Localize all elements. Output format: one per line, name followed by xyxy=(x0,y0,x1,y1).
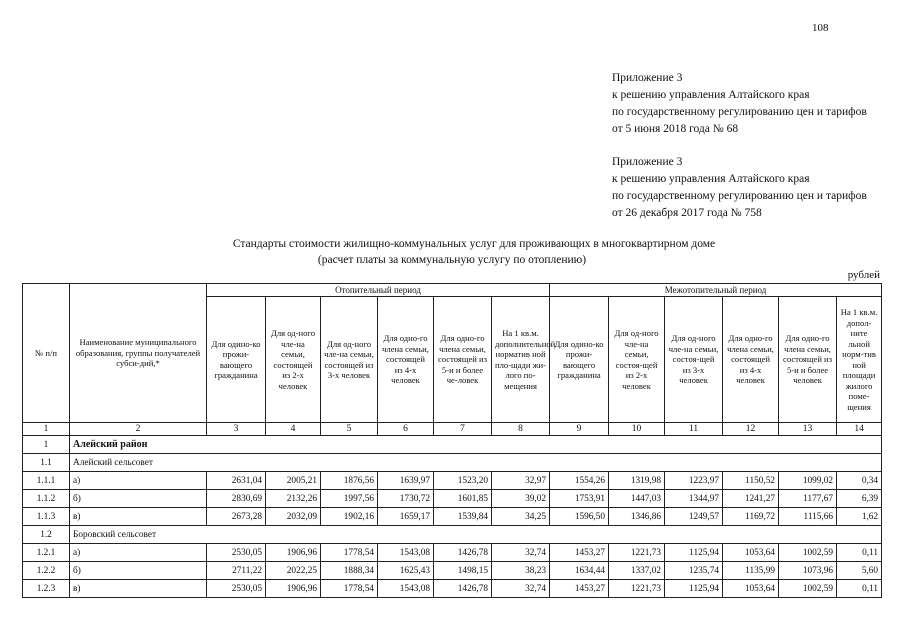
header-non-heating-col: Для од-ного чле-на семьи, состоя-щей из 3-х человек xyxy=(665,297,723,423)
value-cell: 1906,96 xyxy=(266,580,321,598)
table-row xyxy=(23,580,882,598)
value-cell: 1241,27 xyxy=(723,490,779,508)
value-cell: 1221,73 xyxy=(609,580,665,598)
row-code: 1.1.1 xyxy=(23,472,70,490)
row-code: 1.2.3 xyxy=(23,580,70,598)
value-cell: 2830,69 xyxy=(207,490,266,508)
value-cell: 1053,64 xyxy=(723,544,779,562)
value-cell: 1778,54 xyxy=(321,544,378,562)
value-cell: 1346,86 xyxy=(609,508,665,526)
value-cell: 1639,97 xyxy=(378,472,434,490)
appendix-line: Приложение 3 xyxy=(612,156,683,168)
header-non-heating-col: Для од-ного чле-на семьи, состоя-щей из 2-х человек xyxy=(609,297,665,423)
value-cell: 1601,85 xyxy=(434,490,492,508)
value-cell: 1778,54 xyxy=(321,580,378,598)
table-row xyxy=(23,490,882,508)
header-non-heating-col: Для одно-го члена семьи, состоящей из 4-х человек xyxy=(723,297,779,423)
table-row xyxy=(23,526,882,544)
appendix-line: от 5 июня 2018 года № 68 xyxy=(612,123,739,135)
value-cell: 1221,73 xyxy=(609,544,665,562)
appendix-line: к решению управления Алтайского края xyxy=(612,89,810,101)
column-number: 1 xyxy=(23,423,70,436)
value-cell: 1053,64 xyxy=(723,580,779,598)
value-cell: 1319,98 xyxy=(609,472,665,490)
value-cell: 34,25 xyxy=(492,508,550,526)
value-cell: 1997,56 xyxy=(321,490,378,508)
header-non-heating-period: Межотопительный период xyxy=(550,284,882,297)
row-code: 1.1 xyxy=(23,454,70,472)
appendix-block-2018 xyxy=(612,70,867,138)
row-code: 1.1.2 xyxy=(23,490,70,508)
value-cell: 1426,78 xyxy=(434,544,492,562)
value-cell: 2132,26 xyxy=(266,490,321,508)
value-cell: 0,11 xyxy=(837,544,882,562)
value-cell: 32,74 xyxy=(492,580,550,598)
value-cell: 1115,66 xyxy=(779,508,837,526)
row-name: а) xyxy=(70,472,207,490)
value-cell: 1902,16 xyxy=(321,508,378,526)
column-number: 6 xyxy=(378,423,434,436)
value-cell: 2022,25 xyxy=(266,562,321,580)
value-cell: 1659,17 xyxy=(378,508,434,526)
table-body xyxy=(23,436,882,598)
table-row xyxy=(23,454,882,472)
value-cell: 5,60 xyxy=(837,562,882,580)
value-cell: 0,11 xyxy=(837,580,882,598)
header-heating-col: Для одино-ко прожи-вающего гражданина xyxy=(207,297,266,423)
header-heating-col: На 1 кв.м. дополнительной норматив ной пло-щади жи-лого по-мещения xyxy=(492,297,550,423)
document-subtitle: (расчет платы за коммунальную услугу по отоплению) xyxy=(317,254,587,266)
row-name: Боровский сельсовет xyxy=(70,526,882,544)
value-cell: 1426,78 xyxy=(434,580,492,598)
table-row xyxy=(23,544,882,562)
value-cell: 1876,56 xyxy=(321,472,378,490)
header-non-heating-col: Для одино-ко прожи-вающего гражданина xyxy=(550,297,609,423)
header-heating-col: Для од-ного чле-на семьи, состоящей из 2-х человек xyxy=(266,297,321,423)
appendix-line: от 26 декабря 2017 года № 758 xyxy=(612,207,762,219)
column-number: 11 xyxy=(665,423,723,436)
heating-cost-table xyxy=(22,283,882,598)
value-cell: 1177,67 xyxy=(779,490,837,508)
row-name: в) xyxy=(70,580,207,598)
value-cell: 1447,03 xyxy=(609,490,665,508)
value-cell: 39,02 xyxy=(492,490,550,508)
appendix-line: Приложение 3 xyxy=(612,72,683,84)
row-code: 1.2 xyxy=(23,526,70,544)
row-name: б) xyxy=(70,490,207,508)
value-cell: 1223,97 xyxy=(665,472,723,490)
value-cell: 1,62 xyxy=(837,508,882,526)
value-cell: 1249,57 xyxy=(665,508,723,526)
column-number: 3 xyxy=(207,423,266,436)
header-heating-col: Для одно-го члена семьи, состоящей из 5-и и более че-ловек xyxy=(434,297,492,423)
value-cell: 32,97 xyxy=(492,472,550,490)
row-name: Алейский сельсовет xyxy=(70,454,882,472)
value-cell: 1498,15 xyxy=(434,562,492,580)
value-cell: 0,34 xyxy=(837,472,882,490)
value-cell: 1523,20 xyxy=(434,472,492,490)
table-row xyxy=(23,472,882,490)
page-number: 108 xyxy=(812,22,829,34)
row-code: 1 xyxy=(23,436,70,454)
value-cell: 1344,97 xyxy=(665,490,723,508)
value-cell: 1169,72 xyxy=(723,508,779,526)
value-cell: 1753,91 xyxy=(550,490,609,508)
value-cell: 1453,27 xyxy=(550,544,609,562)
value-cell: 1002,59 xyxy=(779,580,837,598)
value-cell: 1543,08 xyxy=(378,580,434,598)
value-cell: 1337,02 xyxy=(609,562,665,580)
column-number: 8 xyxy=(492,423,550,436)
value-cell: 2032,09 xyxy=(266,508,321,526)
value-cell: 1073,96 xyxy=(779,562,837,580)
table-row xyxy=(23,436,882,454)
appendix-line: по государственному регулированию цен и тарифов xyxy=(612,190,867,202)
value-cell: 1539,84 xyxy=(434,508,492,526)
appendix-line: по государственному регулированию цен и тарифов xyxy=(612,106,867,118)
header-heating-col: Для одно-го члена семьи, состоящей из 4-х человек xyxy=(378,297,434,423)
header-non-heating-col: Для одно-го члена семьи, состоящей из 5-и и более человек xyxy=(779,297,837,423)
value-cell: 1453,27 xyxy=(550,580,609,598)
column-number: 4 xyxy=(266,423,321,436)
value-cell: 1906,96 xyxy=(266,544,321,562)
value-cell: 2673,28 xyxy=(207,508,266,526)
header-name: Наименование муниципального образования, группы получателей субси-дий,* xyxy=(70,284,207,423)
row-code: 1.2.1 xyxy=(23,544,70,562)
header-num: № п/п xyxy=(23,284,70,423)
value-cell: 1625,43 xyxy=(378,562,434,580)
row-name: Алейский район xyxy=(70,436,882,454)
header-heating-period: Отопительный период xyxy=(207,284,550,297)
value-cell: 2711,22 xyxy=(207,562,266,580)
row-name: б) xyxy=(70,562,207,580)
column-number: 7 xyxy=(434,423,492,436)
column-number-row xyxy=(23,423,882,436)
value-cell: 32,74 xyxy=(492,544,550,562)
row-name: в) xyxy=(70,508,207,526)
column-number: 10 xyxy=(609,423,665,436)
appendix-line: к решению управления Алтайского края xyxy=(612,173,810,185)
header-non-heating-col: На 1 кв.м. допол-ните льной норм-тив ной площади жилого поме-щения xyxy=(837,297,882,423)
header-heating-col: Для од-ного чле-на семьи, состоящей из 3-х человек xyxy=(321,297,378,423)
value-cell: 1888,34 xyxy=(321,562,378,580)
value-cell: 1150,52 xyxy=(723,472,779,490)
row-name: а) xyxy=(70,544,207,562)
document-title: Стандарты стоимости жилищно-коммунальных услуг для проживающих в многоквартирном доме xyxy=(232,238,716,250)
row-code: 1.1.3 xyxy=(23,508,70,526)
value-cell: 2005,21 xyxy=(266,472,321,490)
value-cell: 1235,74 xyxy=(665,562,723,580)
value-cell: 2631,04 xyxy=(207,472,266,490)
value-cell: 1596,50 xyxy=(550,508,609,526)
column-number: 2 xyxy=(70,423,207,436)
value-cell: 1554,26 xyxy=(550,472,609,490)
value-cell: 1125,94 xyxy=(665,580,723,598)
value-cell: 1125,94 xyxy=(665,544,723,562)
value-cell: 2530,05 xyxy=(207,580,266,598)
value-cell: 1730,72 xyxy=(378,490,434,508)
value-cell: 2530,05 xyxy=(207,544,266,562)
column-number: 14 xyxy=(837,423,882,436)
value-cell: 1634,44 xyxy=(550,562,609,580)
column-number: 13 xyxy=(779,423,837,436)
value-cell: 1135,99 xyxy=(723,562,779,580)
table-row xyxy=(23,508,882,526)
value-cell: 1543,08 xyxy=(378,544,434,562)
column-number: 12 xyxy=(723,423,779,436)
currency-unit: рублей xyxy=(847,269,880,281)
column-number: 5 xyxy=(321,423,378,436)
value-cell: 1099,02 xyxy=(779,472,837,490)
appendix-block-2017 xyxy=(612,154,867,222)
column-number: 9 xyxy=(550,423,609,436)
table-row xyxy=(23,562,882,580)
row-code: 1.2.2 xyxy=(23,562,70,580)
value-cell: 6,39 xyxy=(837,490,882,508)
value-cell: 38,23 xyxy=(492,562,550,580)
value-cell: 1002,59 xyxy=(779,544,837,562)
